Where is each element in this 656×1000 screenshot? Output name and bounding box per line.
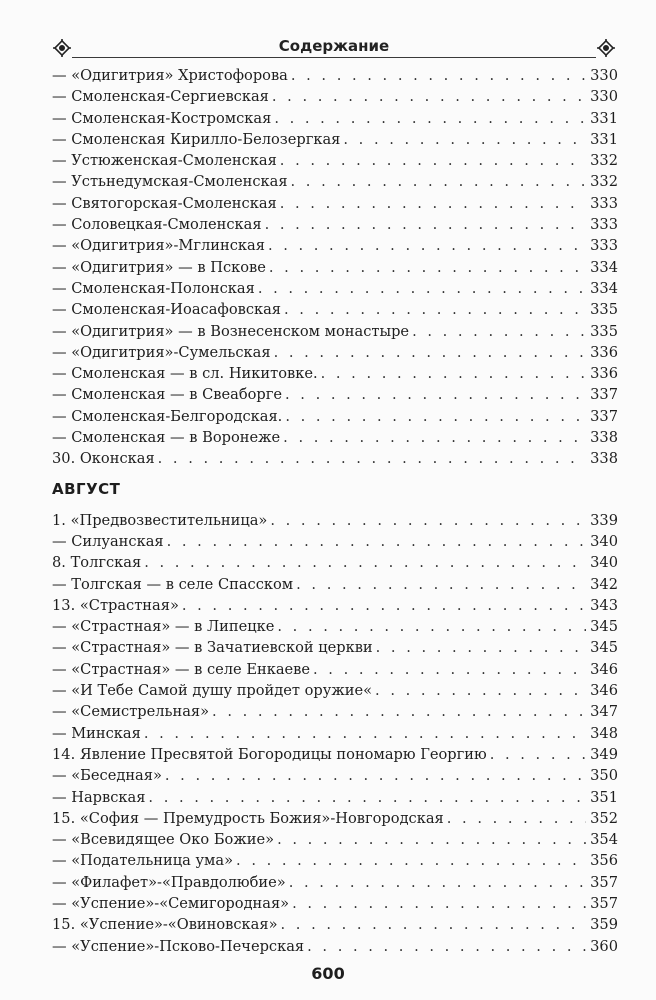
dot-leader [265, 214, 587, 235]
dot-leader [272, 86, 586, 107]
toc-entry-page: 337 [590, 386, 618, 404]
toc-entry-page: 336 [590, 365, 618, 383]
toc-entry-page: 332 [590, 173, 618, 191]
toc-entry-title: — Минская [52, 724, 141, 742]
toc-entry-title: 15. «Успение»-«Овиновская» [52, 916, 278, 934]
toc-entry-page: 333 [590, 237, 618, 255]
dot-leader [269, 257, 586, 278]
toc-entry-page: 350 [590, 767, 618, 785]
toc-entry [52, 808, 618, 829]
toc-entry-page: 334 [590, 258, 618, 276]
toc-entry-page: 346 [590, 660, 618, 678]
dot-leader [274, 108, 586, 129]
toc-entry-page: 335 [590, 322, 618, 340]
toc-entry [52, 257, 618, 278]
toc-entry-page: 357 [590, 873, 618, 891]
toc-entry-title: 15. «София — Премудрость Божия»-Новгородская [52, 809, 444, 827]
toc-entry-title: — «И Тебе Самой душу пройдет оружие« [52, 682, 373, 700]
dot-leader [376, 637, 586, 658]
toc-entry-title: — «Страстная» — в Липецке [52, 618, 275, 636]
toc-entry [52, 214, 618, 235]
dot-leader [280, 193, 586, 214]
dot-leader [158, 448, 586, 469]
toc-entry-title: — «Одигитрия»-Мглинская [52, 237, 265, 255]
toc-entry [52, 723, 618, 744]
toc-entry [52, 193, 618, 214]
toc-entry [52, 914, 618, 935]
toc-entry-title: — «Беседная» [52, 767, 162, 785]
toc-entry-title: — Смоленская — в сл. Никитовке. [52, 365, 318, 383]
toc-entry [52, 616, 618, 637]
toc-entry [52, 278, 618, 299]
toc-entry-title: — «Одигитрия» — в Пскове [52, 258, 266, 276]
section-heading: АВГУСТ [52, 479, 121, 498]
toc-entry-page: 338 [590, 450, 618, 468]
toc-entry [52, 552, 618, 573]
toc-entry [52, 363, 618, 384]
toc-entry-title: — Силуанская [52, 532, 164, 550]
toc-entry-title: — «Семистрельная» [52, 703, 210, 721]
toc-entry-title: — «Одигитрия» — в Вознесенском монастыре [52, 322, 410, 340]
toc-entry-page: 330 [590, 67, 618, 84]
toc-entry-page: 332 [590, 152, 618, 170]
toc-entry-title: — «Страстная» — в селе Енкаеве [52, 660, 311, 678]
toc-entry [52, 86, 618, 107]
dot-leader [165, 765, 586, 786]
dot-leader [321, 363, 587, 384]
dot-leader [258, 278, 586, 299]
toc-entry [52, 936, 618, 957]
toc-entry-title: — «Успение»-«Семигородная» [52, 894, 290, 912]
running-header [52, 34, 616, 62]
toc-entry [52, 235, 618, 256]
toc-entry-title: — Смоленская-Сергиевская [52, 88, 269, 106]
toc-entry [52, 680, 618, 701]
toc-entry [52, 701, 618, 722]
toc-entry-title: — «Одигитрия»-Сумельская [52, 343, 271, 361]
dot-leader [268, 235, 586, 256]
dot-leader [285, 384, 586, 405]
dot-leader [307, 936, 586, 957]
toc-entry-title: — Смоленская — в Воронеже [52, 429, 281, 447]
toc-entry [52, 531, 618, 552]
toc-entry [52, 574, 618, 595]
dot-leader [313, 659, 586, 680]
toc-entry-page: 346 [590, 682, 618, 700]
toc-entry-title: — «Успение»-Псково-Печерская [52, 937, 305, 955]
toc-entry-title: — Соловецкая-Смоленская [52, 216, 262, 234]
dot-leader [277, 616, 586, 637]
toc-entry [52, 872, 618, 893]
toc-entry-page: 356 [590, 852, 618, 870]
toc-entry [52, 595, 618, 616]
dot-leader [412, 321, 586, 342]
dot-leader [490, 744, 586, 765]
toc-entry [52, 829, 618, 850]
toc-entry [52, 108, 618, 129]
toc-entry [52, 321, 618, 342]
toc-entry [52, 659, 618, 680]
toc-entry [52, 744, 618, 765]
dot-leader [343, 129, 586, 150]
table-of-contents [52, 65, 618, 957]
toc-entry-title: — Смоленская — в Свеаборге [52, 386, 283, 404]
toc-entry-title: — «Подательница ума» [52, 852, 234, 870]
toc-entry-page: 339 [590, 511, 618, 529]
toc-entry-title: — Смоленская-Иоасафовская [52, 301, 282, 319]
toc-entry-page: 345 [590, 639, 618, 657]
toc-entry [52, 299, 618, 320]
toc-entry [52, 171, 618, 192]
toc-entry-page: 354 [590, 831, 618, 849]
toc-entry-page: 352 [590, 809, 618, 827]
toc-entry [52, 384, 618, 405]
toc-entry [52, 787, 618, 808]
toc-entry [52, 765, 618, 786]
toc-entry-title: — Смоленская-Полонская [52, 279, 255, 297]
toc-entry-page: 340 [590, 532, 618, 550]
toc-entry-page: 345 [590, 618, 618, 636]
toc-entry [52, 150, 618, 171]
toc-entry-title: — «Одигитрия» Христофорова [52, 67, 288, 84]
toc-entry [52, 427, 618, 448]
toc-entry-title: — Толгская — в селе Спасском [52, 575, 294, 593]
toc-entry [52, 850, 618, 871]
toc-entry [52, 406, 618, 427]
dot-leader [270, 510, 586, 531]
toc-entry-title: — Устьнедумская-Смоленская [52, 173, 288, 191]
dot-leader [144, 723, 586, 744]
toc-entry-page: 343 [590, 596, 618, 614]
toc-entry-title: 8. Толгская [52, 554, 142, 572]
toc-entry-title: 30. Оконская [52, 450, 155, 468]
toc-entry-title: — «Всевидящее Око Божие» [52, 831, 275, 849]
toc-entry-page: 349 [590, 745, 618, 763]
toc-entry [52, 448, 618, 469]
toc-entry-page: 334 [590, 279, 618, 297]
dot-leader [277, 829, 586, 850]
toc-entry-page: 333 [590, 216, 618, 234]
dot-leader [274, 342, 587, 363]
dot-leader [167, 531, 587, 552]
toc-entry-title: — «Филафет»-«Правдолюбие» [52, 873, 286, 891]
dot-leader [281, 914, 587, 935]
toc-entry [52, 510, 618, 531]
toc-entry-title: — Смоленская Кирилло-Белозергкая [52, 130, 341, 148]
toc-entry-title: 14. Явление Пресвятой Богородицы пономарю Георгию [52, 745, 487, 763]
dot-leader [291, 65, 586, 86]
toc-entry [52, 893, 618, 914]
toc-entry-page: 359 [590, 916, 618, 934]
toc-entry-page: 331 [590, 109, 618, 127]
toc-entry-page: 348 [590, 724, 618, 742]
dot-leader [236, 850, 586, 871]
toc-entry [52, 342, 618, 363]
toc-entry-page: 336 [590, 343, 618, 361]
toc-entry [52, 129, 618, 150]
dot-leader [144, 552, 586, 573]
dot-leader [292, 893, 586, 914]
dot-leader [375, 680, 586, 701]
page-number: 600 [311, 964, 345, 983]
toc-entry [52, 65, 618, 86]
ornament-icon [596, 38, 616, 58]
toc-entry-title: — Устюженская-Смоленская [52, 152, 277, 170]
dot-leader [291, 171, 587, 192]
toc-entry-title: — Смоленская-Белгородская. [52, 407, 283, 425]
toc-entry-page: 342 [590, 575, 618, 593]
toc-entry-title: — Смоленская-Костромская [52, 109, 272, 127]
toc-entry-title: 13. «Страстная» [52, 596, 179, 614]
toc-entry-title: — Нарвская [52, 788, 146, 806]
page-title: Содержание [278, 37, 390, 55]
toc-entry-title: — «Страстная» — в Зачатиевской церкви [52, 639, 373, 657]
toc-entry-page: 333 [590, 194, 618, 212]
dot-leader [289, 872, 586, 893]
dot-leader [280, 150, 586, 171]
toc-entry-title: — Святогорская-Смоленская [52, 194, 277, 212]
toc-entry-page: 360 [590, 937, 618, 955]
toc-entry-page: 331 [590, 130, 618, 148]
dot-leader [284, 299, 586, 320]
header-rule [72, 57, 596, 58]
dot-leader [182, 595, 586, 616]
dot-leader [283, 427, 586, 448]
toc-entry-page: 335 [590, 301, 618, 319]
toc-entry-page: 351 [590, 788, 618, 806]
toc-entry-page: 338 [590, 429, 618, 447]
toc-entry-page: 340 [590, 554, 618, 572]
toc-entry [52, 637, 618, 658]
toc-entry-page: 357 [590, 894, 618, 912]
toc-entry-page: 347 [590, 703, 618, 721]
dot-leader [148, 787, 586, 808]
dot-leader [285, 406, 586, 427]
dot-leader [212, 701, 586, 722]
dot-leader [447, 808, 586, 829]
toc-entry-page: 337 [590, 407, 618, 425]
toc-entry-page: 330 [590, 88, 618, 106]
dot-leader [296, 574, 586, 595]
toc-entry-title: 1. «Предвозвестительница» [52, 511, 268, 529]
